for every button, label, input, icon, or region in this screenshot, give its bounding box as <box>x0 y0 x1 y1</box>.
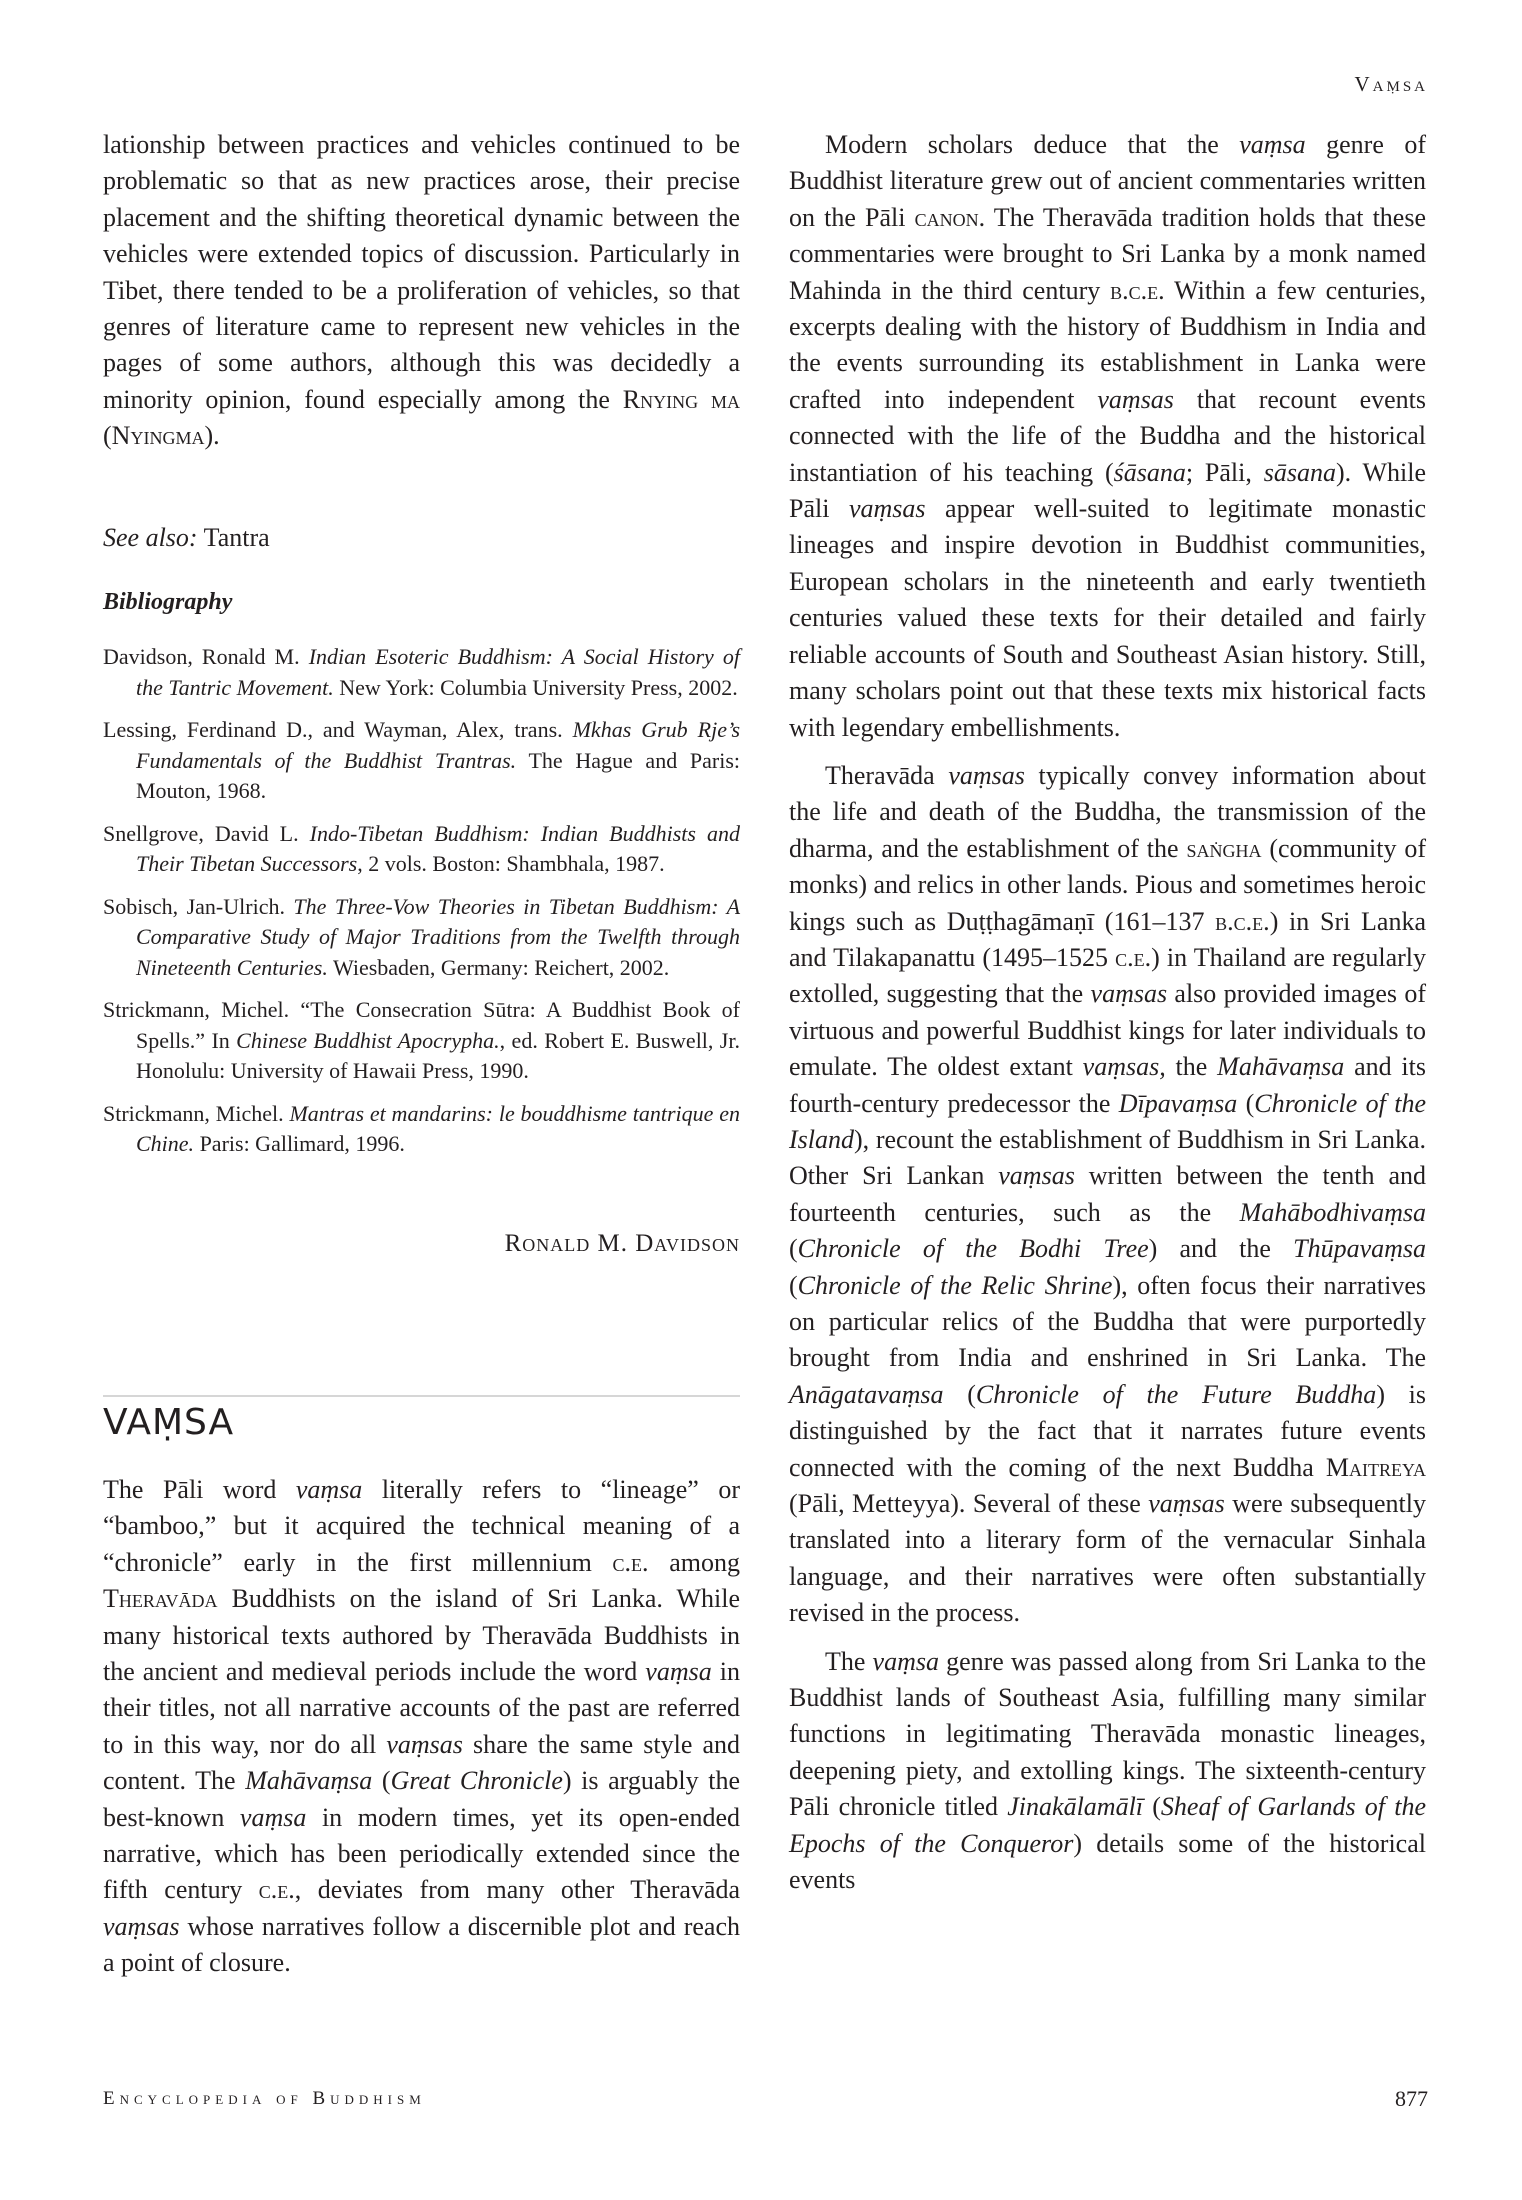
text-run: lationship between practices and vehicles continued to be problematic so that as new practices arose, their precise placement and the shifting theoretical dynamic between the vehicles were extended topics of discussion. Particularly in Tibet, there tended to be a proliferation of vehicles, so that genres of literature came to represent new vehicles in the pages of some authors, although this was decidedly a minority opinion, found especially among the <box>103 130 740 414</box>
italic-text: vaṃsa <box>239 1802 307 1832</box>
body-paragraph <box>789 127 1426 746</box>
small-caps-text: Theravāda <box>103 1584 218 1614</box>
small-caps-text: c.e. <box>1115 942 1152 972</box>
italic-text: Jinakālamālī <box>1007 1792 1144 1822</box>
bibliography-entry <box>103 892 740 984</box>
text-run: Strickmann, Michel. <box>103 1100 290 1126</box>
continuation-paragraph <box>103 127 740 455</box>
text-run: ( <box>1237 1088 1255 1118</box>
small-caps-text: saṅgha <box>1186 833 1262 863</box>
italic-text: Mahābodhivaṃsa <box>1239 1197 1426 1227</box>
italic-text: sāsana <box>1263 457 1336 487</box>
text-run: New York: Columbia University Press, 2002. <box>333 674 738 700</box>
small-caps-text: c.e. <box>612 1547 649 1577</box>
text-run: ( <box>789 1234 798 1264</box>
text-run: The Pāli word <box>103 1475 296 1504</box>
small-caps-text: Rnying ma <box>622 384 740 414</box>
entry-heading: VAṂSA <box>103 1402 235 1443</box>
text-run: ( <box>1143 1792 1161 1822</box>
italic-text: vaṃsa <box>295 1475 363 1504</box>
italic-text: Indian Esoteric Buddhism: A Social History of the Tantric Movement. <box>136 644 740 700</box>
body-paragraph <box>789 758 1426 1632</box>
italic-text: vaṃsas <box>848 494 926 524</box>
text-run: Wiesbaden, Germany: Reichert, 2002. <box>327 954 670 980</box>
text-run: in their titles, not all narrative accounts of the past are referred to in this way, nor do all <box>103 1657 740 1759</box>
text-run: ). <box>204 421 220 451</box>
page-number: 877 <box>1395 2086 1428 2111</box>
italic-text: vaṃsas <box>1097 384 1174 414</box>
text-run: and its fourth-century predecessor the <box>789 1052 1426 1118</box>
text-run: . The Theravāda tradition holds that these commentaries were brought to Sri Lanka by a monk named Mahinda in the third century <box>789 202 1426 305</box>
bibliography-entry <box>103 642 740 703</box>
small-caps-text: Nyingma <box>111 421 205 451</box>
see-also <box>103 520 740 556</box>
bibliography-list <box>103 642 740 1172</box>
text-run: Sobisch, Jan-Ulrich. <box>103 893 294 919</box>
bibliography-entry <box>103 715 740 807</box>
text-run: appear well-suited to legitimate monastic lineages and inspire devotion in Buddhist communities, European scholars in the nineteenth and early twentieth centuries valued these texts for their detailed and fairly reliable accounts of South and Southeast Asian history. Still, many scholars point out that these texts mix historical facts with legendary embellishments. <box>789 494 1426 742</box>
footer-publication-title: Encyclopedia of Buddhism <box>103 2088 426 2109</box>
text-run: ( <box>943 1379 976 1409</box>
italic-text: Thūpavaṃsa <box>1293 1234 1427 1264</box>
italic-text: Chinese Buddhist Apocrypha. <box>236 1027 500 1053</box>
text-run: ( <box>789 1270 798 1300</box>
text-run: ) and the <box>1148 1234 1294 1264</box>
text-run: whose narratives follow a discernible plot and reach a point of closure. <box>103 1911 740 1978</box>
text-run: were subsequently translated into a literary form of the vernacular Sinhala language, and their narratives were often substantially revised in the process. <box>789 1489 1426 1628</box>
italic-text: Chronicle of the Island <box>789 1088 1426 1154</box>
small-caps-text: canon <box>914 202 979 232</box>
text-run: ( <box>372 1766 391 1796</box>
italic-text: Chronicle of the Bodhi Tree <box>797 1234 1149 1264</box>
italic-text: vaṃsas <box>1148 1489 1225 1519</box>
body-paragraph <box>789 1644 1426 1899</box>
italic-text: Indo-Tibetan Buddhism: Indian Buddhists and Their Tibetan Successors <box>136 820 740 876</box>
text-run: The <box>825 1646 873 1676</box>
text-run: the <box>1165 1052 1218 1082</box>
bibliography-entry <box>103 995 740 1087</box>
italic-text: vaṃsas <box>1090 979 1168 1009</box>
italic-text: śāsana <box>1113 457 1186 487</box>
italic-text: Dīpavaṃsa <box>1118 1088 1238 1118</box>
text-run: Lessing, Ferdinand D., and Wayman, Alex, trans. <box>103 717 573 742</box>
text-run: also provided images of virtuous and powerful Buddhist kings for later individuals to emulate. The oldest extant <box>789 979 1426 1082</box>
text-run: ), recount the establishment of Buddhism in Sri Lanka. Other Sri Lankan <box>789 1124 1426 1191</box>
text-run: Theravāda <box>825 760 949 790</box>
text-run: Modern scholars deduce that the <box>825 130 1240 159</box>
italic-text: Chronicle of the Relic Shrine <box>797 1270 1113 1300</box>
italic-text: Sheaf of Garlands of the Epochs of the Conqueror <box>789 1792 1426 1858</box>
italic-text: vaṃsas <box>998 1161 1075 1191</box>
bibliography-heading: Bibliography <box>103 589 233 615</box>
text-run: , ed. Robert E. Buswell, Jr. Honolulu: University of Hawaii Press, 1990. <box>136 1027 740 1083</box>
italic-text: vaṃsas <box>103 1911 180 1941</box>
text-run: ) in Sri Lanka and Tilakapanattu (1495–1525 <box>789 906 1427 972</box>
text-run: Within a few centuries, excerpts dealing with the history of Buddhism in India and the events surrounding its establishment in Lanka were crafted into independent <box>789 275 1426 414</box>
italic-text: vaṃsa <box>872 1646 939 1676</box>
running-head: Vaṃsa <box>1354 72 1428 96</box>
small-caps-text: c.e. <box>258 1875 295 1905</box>
text-run: genre of Buddhist literature grew out of ancient commentaries written on the Pāli <box>789 130 1426 232</box>
text-run: ), often focus their narratives on particular relics of the Buddha that were purportedly brought from India and enshrined in Sri Lanka. The <box>789 1270 1426 1373</box>
entry-paragraph <box>103 1472 740 1982</box>
text-run: written between the tenth and fourteenth centuries, such as the <box>789 1161 1426 1227</box>
italic-text: The Three-Vow Theories in Tibetan Buddhism: A Comparative Study of Major Traditions from the Twelfth through Nineteenth Centuries. <box>136 893 741 980</box>
see-also-label: See also: <box>103 523 198 552</box>
italic-text: vaṃsas, <box>1082 1052 1166 1082</box>
italic-text: Mantras et mandarins: le bouddhisme tantrique en Chine. <box>136 1100 740 1156</box>
text-run: ; Pāli, <box>1185 457 1264 487</box>
right-column <box>789 127 1426 1911</box>
small-caps-text: Maitreya <box>1325 1452 1426 1482</box>
text-run: Buddhists on the island of Sri Lanka. While many historical texts authored by Theravāda Buddhists in the ancient and medieval periods include the word <box>103 1584 740 1687</box>
text-run: ) details some of the historical events <box>789 1828 1426 1895</box>
text-run: (community of monks) and relics in other lands. Pious and sometimes heroic kings such as Duṭṭhagāmaṇī (161–137 <box>789 833 1426 936</box>
italic-text: vaṃsas <box>948 760 1025 790</box>
text-run: Davidson, Ronald M. <box>103 644 309 669</box>
text-run: ) is arguably the best-known <box>103 1766 740 1832</box>
italic-text: Chronicle of the Future Buddha <box>975 1379 1377 1409</box>
text-run: literally refers to “lineage” or “bamboo,” but it acquired the technical meaning of a “chronicle” early in the first millennium <box>103 1475 740 1577</box>
see-also-link-tantra[interactable]: Tantra <box>203 523 270 552</box>
italic-text: vaṃsas <box>386 1729 463 1759</box>
section-divider <box>103 1395 740 1397</box>
italic-text: vaṃsa <box>1239 130 1306 159</box>
text-run: typically convey information about the life and death of the Buddha, the transmission of the dharma, and the establishment of the <box>789 760 1427 863</box>
italic-text: Mkhas Grub Rje’s Fundamentals of the Buddhist Trantras. <box>136 717 741 773</box>
text-run: , deviates from many other Theravāda <box>294 1875 740 1905</box>
text-run: in modern times, yet its open-ended narrative, which has been periodically extended since the fifth century <box>103 1802 740 1905</box>
text-run: ). While Pāli <box>789 457 1427 524</box>
text-run: that recount events connected with the life of the Buddha and the historical instantiation of his teaching ( <box>789 384 1426 487</box>
bibliography-entry <box>103 819 740 880</box>
text-run: Snellgrove, David L. <box>103 820 310 846</box>
text-run: ( <box>103 421 112 451</box>
text-run: among <box>648 1547 740 1577</box>
bibliography-entry <box>103 1099 740 1160</box>
text-run: Paris: Gallimard, 1996. <box>194 1131 405 1156</box>
text-run: ) in Thailand are regularly extolled, suggesting that the <box>789 942 1426 1009</box>
small-caps-text: b.c.e. <box>1110 275 1165 305</box>
text-run: ) is distinguished by the fact that it narrates future events connected with the coming of the next Buddha <box>789 1379 1426 1482</box>
text-run: (Pāli, Metteyya). Several of these <box>789 1489 1149 1519</box>
text-run: The Hague and Paris: Mouton, 1968. <box>136 747 740 803</box>
text-run: , 2 vols. Boston: Shambhala, 1987. <box>357 851 665 876</box>
italic-text: Anāgatavaṃsa <box>789 1379 944 1409</box>
text-run: share the same style and content. The <box>103 1729 740 1796</box>
author-signature: Ronald M. Davidson <box>504 1230 740 1257</box>
small-caps-text: b.c.e. <box>1215 906 1270 936</box>
italic-text: vaṃsa <box>645 1657 712 1687</box>
text-run: genre was passed along from Sri Lanka to the Buddhist lands of Southeast Asia, fulfilling many similar functions in legitimating Theravāda monastic lineages, deepening piety, and extolling kings. The sixteenth-century Pāli chronicle titled <box>789 1646 1426 1822</box>
italic-text: Mahāvaṃsa <box>1217 1052 1345 1082</box>
italic-text: Great Chronicle <box>390 1766 563 1796</box>
text-run: Strickmann, Michel. “The Consecration Sūtra: A Buddhist Book of Spells.” In <box>103 997 740 1053</box>
italic-text: Mahāvaṃsa <box>245 1766 373 1796</box>
